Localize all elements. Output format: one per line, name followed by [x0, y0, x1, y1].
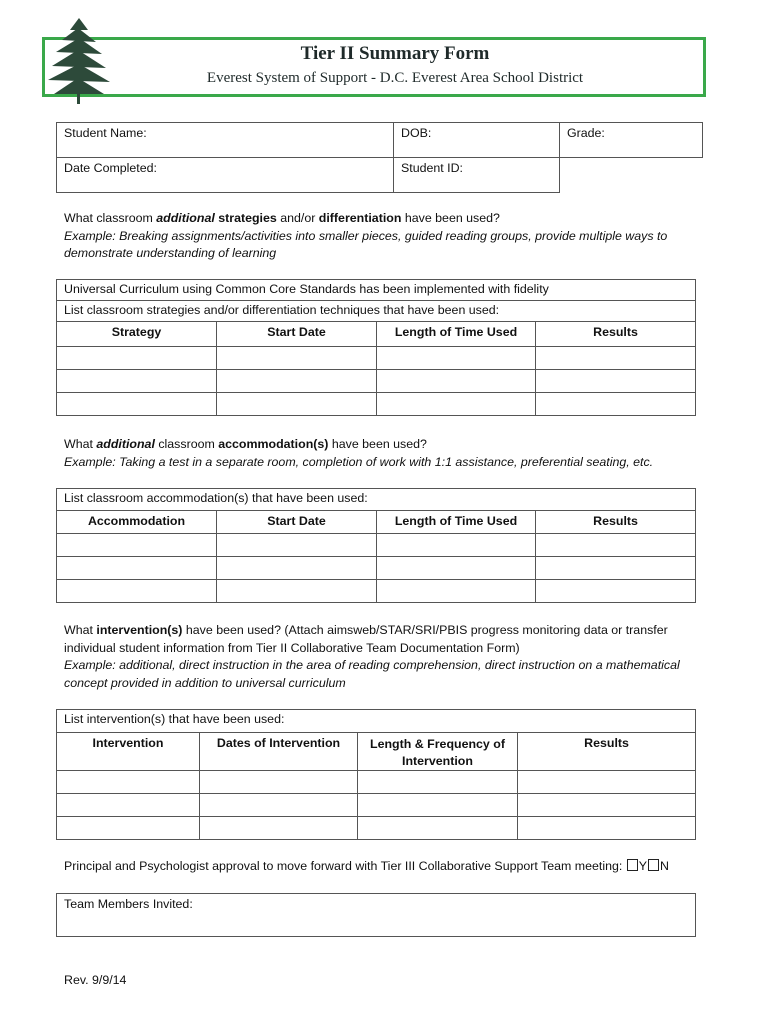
student-id-field[interactable]: Student ID: [394, 158, 560, 193]
yes-checkbox[interactable] [627, 859, 638, 871]
form-subtitle: Everest System of Support - D.C. Everest Area School District [206, 70, 584, 86]
accommodations-question: What additional classroom accommodation(s) have been used? Example: Taking a test in a separate room, completion of work with 1:1 assistance, preferential seating, etc. [64, 437, 654, 469]
col-length-frequency: Length & Frequency of Intervention [358, 733, 518, 771]
col-accommodation: Accommodation [57, 511, 217, 534]
col-results: Results [518, 733, 696, 771]
form-title: Tier II Summary Form [300, 43, 490, 64]
col-length-of-time: Length of Time Used [377, 322, 536, 347]
date-completed-field[interactable]: Date Completed: [57, 158, 394, 193]
table-row [57, 557, 696, 580]
col-intervention: Intervention [57, 733, 200, 771]
interventions-example: Example: additional, direct instruction in the area of reading comprehension, direct instruction on a mathematical concept provided in addition to universal curriculum [64, 658, 680, 690]
grade-field[interactable]: Grade: [560, 123, 703, 158]
strategies-list-label: List classroom strategies and/or differentiation techniques that have been used: [57, 301, 696, 322]
interventions-question: What intervention(s) have been used? (Attach aimsweb/STAR/SRI/PBIS progress monitoring data or transfer individual student information from Tier II Collaborative Team Documentation Form) Example: additional, direct instruction in the area of reading comprehension, direct instruction on a mathematical concept provided in addition to universal curriculum [64, 623, 680, 690]
col-dates-of-intervention: Dates of Intervention [200, 733, 358, 771]
strategies-question: What classroom additional strategies and/or differentiation have been used? Example: Breaking assignments/activities into smaller pieces, guided reading groups, provide multiple ways to demonstrate understanding of learning [64, 211, 668, 260]
table-row [57, 794, 696, 817]
table-row [57, 393, 696, 416]
no-label: N [660, 859, 669, 873]
table-row [57, 370, 696, 393]
revision-date: Rev. 9/9/14 [64, 973, 127, 987]
accommodations-list-label: List classroom accommodation(s) that have been used: [57, 489, 696, 511]
col-start-date: Start Date [217, 322, 377, 347]
dob-field[interactable]: DOB: [394, 123, 560, 158]
table-row [57, 580, 696, 603]
team-members-field[interactable] [56, 893, 696, 937]
table-row [57, 534, 696, 557]
col-results: Results [536, 511, 696, 534]
no-checkbox[interactable] [648, 859, 659, 871]
strategies-table [56, 279, 696, 416]
strategies-example: Example: Breaking assignments/activities into smaller pieces, guided reading groups, provide multiple ways to demonstrate understanding of learning [64, 228, 668, 260]
team-members-label: Team Members Invited: [64, 897, 193, 911]
accommodations-example: Example: Taking a test in a separate room, completion of work with 1:1 assistance, preferential seating, etc. [64, 454, 654, 469]
col-results: Results [536, 322, 696, 347]
interventions-list-label: List intervention(s) that have been used: [57, 710, 696, 733]
col-length-of-time: Length of Time Used [377, 511, 536, 534]
table-row [57, 771, 696, 794]
universal-curriculum-row: Universal Curriculum using Common Core Standards has been implemented with fidelity [57, 280, 696, 301]
approval-line [64, 858, 744, 876]
table-row [57, 347, 696, 370]
accommodations-table [56, 488, 696, 603]
col-start-date: Start Date [217, 511, 377, 534]
empty-cell [560, 158, 703, 193]
student-name-field[interactable]: Student Name: [57, 123, 394, 158]
interventions-table [56, 709, 696, 840]
table-row [57, 817, 696, 840]
approval-text: Principal and Psychologist approval to move forward with Tier III Collaborative Support Team meeting: [64, 859, 626, 873]
student-info-table [56, 122, 703, 193]
yes-label: Y [638, 859, 648, 873]
col-strategy: Strategy [57, 322, 217, 347]
